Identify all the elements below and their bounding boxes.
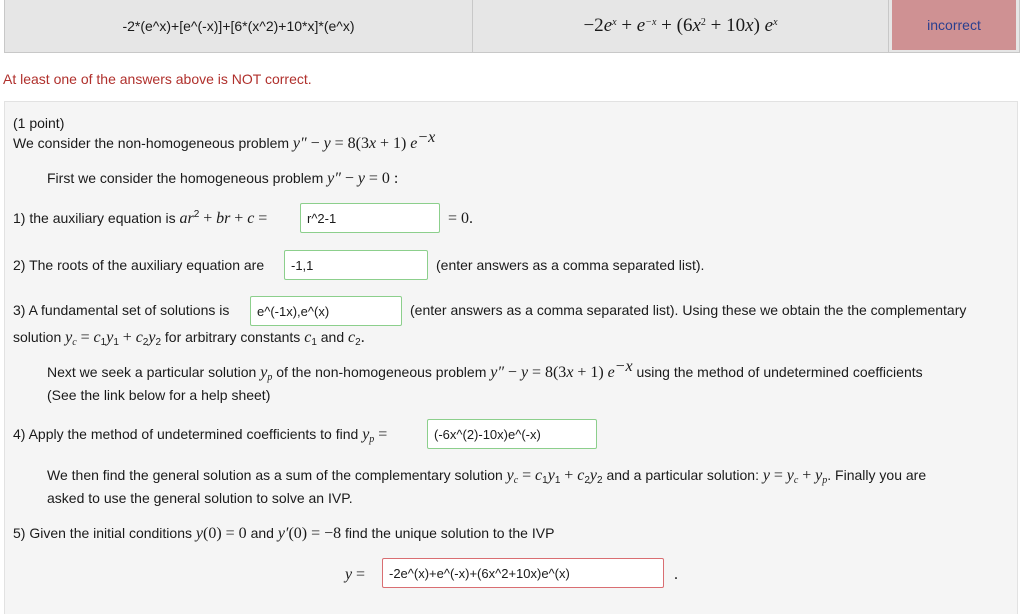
entered-answer: -2*(e^x)+[e^(-x)]+[6*(x^2)+10*x]*(e^x) <box>5 0 473 52</box>
q3-answer-input[interactable]: e^(-1x),e^(x) <box>250 296 402 326</box>
q1-answer-input[interactable]: r^2-1 <box>300 203 440 233</box>
q3-text: 3) A fundamental set of solutions is <box>13 302 230 318</box>
particular-line: Next we seek a particular solution $y_p$ of the non-homogeneous problem y″ − y = 8(3x + 1) $e^{-x}$ using the method of undetermined coefficients <box>47 358 923 383</box>
q5-text: 5) Given the initial conditions y(0) = 0 and y′(0) = −8 find the unique solution to the IVP <box>13 525 555 542</box>
help-sheet-note: (See the link below for a help sheet) <box>47 387 271 403</box>
general-solution-line: We then find the general solution as a sum of the complementary solution $y_c = c_1y_1 + c_2y_2$ and a particular solution: $y = y_c + y_p$. Finally you are <box>47 467 927 486</box>
points-label: (1 point) <box>13 115 65 131</box>
homogeneous-line: First we consider the homogeneous problem y″ − y = 0 : <box>47 170 399 187</box>
q1-equals-zero: = 0. <box>448 210 474 227</box>
answer-results-table <box>4 0 1020 53</box>
q4-text: 4) Apply the method of undetermined coefficients to find $y_p$ = <box>13 426 388 445</box>
q5-period: . <box>674 566 678 583</box>
q5-y-label: y = <box>345 566 366 583</box>
warning-message: At least one of the answers above is NOT correct. <box>3 71 312 87</box>
q2-answer-input[interactable]: -1,1 <box>284 250 428 280</box>
q1-text: 1) the auxiliary equation is $ar^2$ + br + c = <box>13 209 268 227</box>
q5-answer-input[interactable]: -2e^(x)+e^(-x)+(6x^2+10x)e^(x) <box>382 558 664 588</box>
problem-panel <box>4 101 1018 614</box>
answer-preview: $-2e^x + e^{-x} + (6x^2 + 10x)$ $e^x$ <box>473 0 889 52</box>
q3-continuation: solution $y_c = c_1y_1 + c_2y_2$ for arbitrary constants $c_1$ and $c_2$. <box>13 329 365 348</box>
q3-hint: (enter answers as a comma separated list). Using these we obtain the the complementary <box>410 302 967 318</box>
answer-status-badge: incorrect <box>892 0 1016 50</box>
q4-answer-input[interactable]: (-6x^(2)-10x)e^(-x) <box>427 419 597 449</box>
q2-hint: (enter answers as a comma separated list). <box>436 257 705 273</box>
intro-line: We consider the non-homogeneous problem y″ − y = 8(3x + 1) $e^{-x}$ <box>13 129 436 152</box>
ivp-note: asked to use the general solution to solve an IVP. <box>47 490 353 506</box>
q2-text: 2) The roots of the auxiliary equation are <box>13 257 265 273</box>
